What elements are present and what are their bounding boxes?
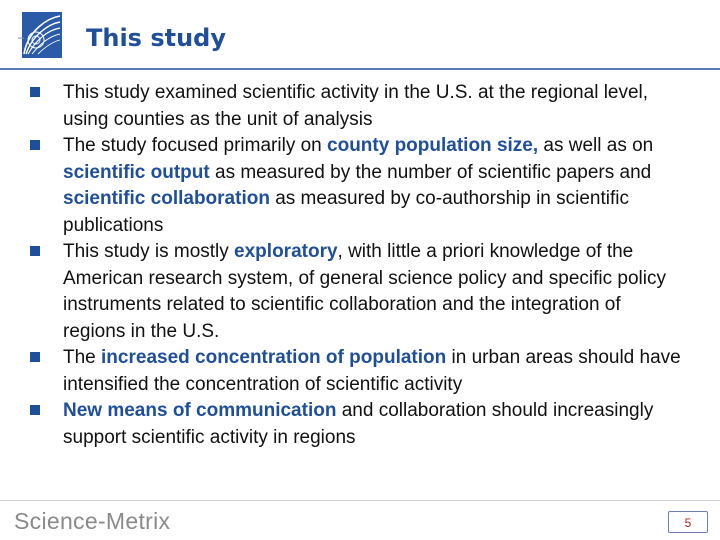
brand-rest: Metrix [105,508,171,534]
highlighted-text: scientific collaboration [63,188,270,209]
bullet-text: , with little a priori knowledge of the American research system, of general science policy and specific policy instruments related to scientific collaboration and the integration of regions in the U.S. [63,241,666,342]
bullet-item [28,239,688,345]
bullet-text: This study is mostly [63,241,235,262]
square-bullet-icon [30,87,40,97]
brand-separator: - [97,508,106,534]
bullet-text: The [63,347,102,368]
square-bullet-icon [30,246,40,256]
highlighted-text: New means of communication [63,400,337,421]
bullet-text: as measured by the number of scientific papers and [209,161,652,183]
square-bullet-icon [30,140,40,150]
bullet-text: This study examined scientific activity in the U.S. at the regional level, using counties as the unit of analysis [63,82,649,130]
bullet-text: and collaboration should increasingly support scientific activity in regions [63,400,654,448]
bullet-text: The study focused primarily on [63,135,328,156]
bullet-item [28,80,688,133]
title-divider [0,68,720,70]
bullet-item [28,345,688,398]
square-bullet-icon [30,405,40,415]
bullet-item [28,133,688,239]
footer-divider [0,500,720,501]
brand-main: Science [14,508,98,534]
slide-title: This study [86,24,226,52]
highlighted-text: increased concentration of population [101,347,447,368]
bullet-text: in urban areas should have intensified the concentration of scientific activity [63,347,681,395]
highlighted-text: scientific output [63,161,210,183]
square-bullet-icon [30,352,40,362]
highlighted-text: county population size, [327,135,539,156]
page-number: 5 [668,511,708,533]
bullet-text: as measured by co-authorship in scientific publications [63,188,629,236]
spiral-logo-icon [18,10,64,60]
bullet-text: as well as on [538,135,654,156]
bullet-list [28,80,688,451]
brand-wordmark [14,508,170,535]
bullet-item [28,398,688,451]
highlighted-text: exploratory [234,241,338,262]
